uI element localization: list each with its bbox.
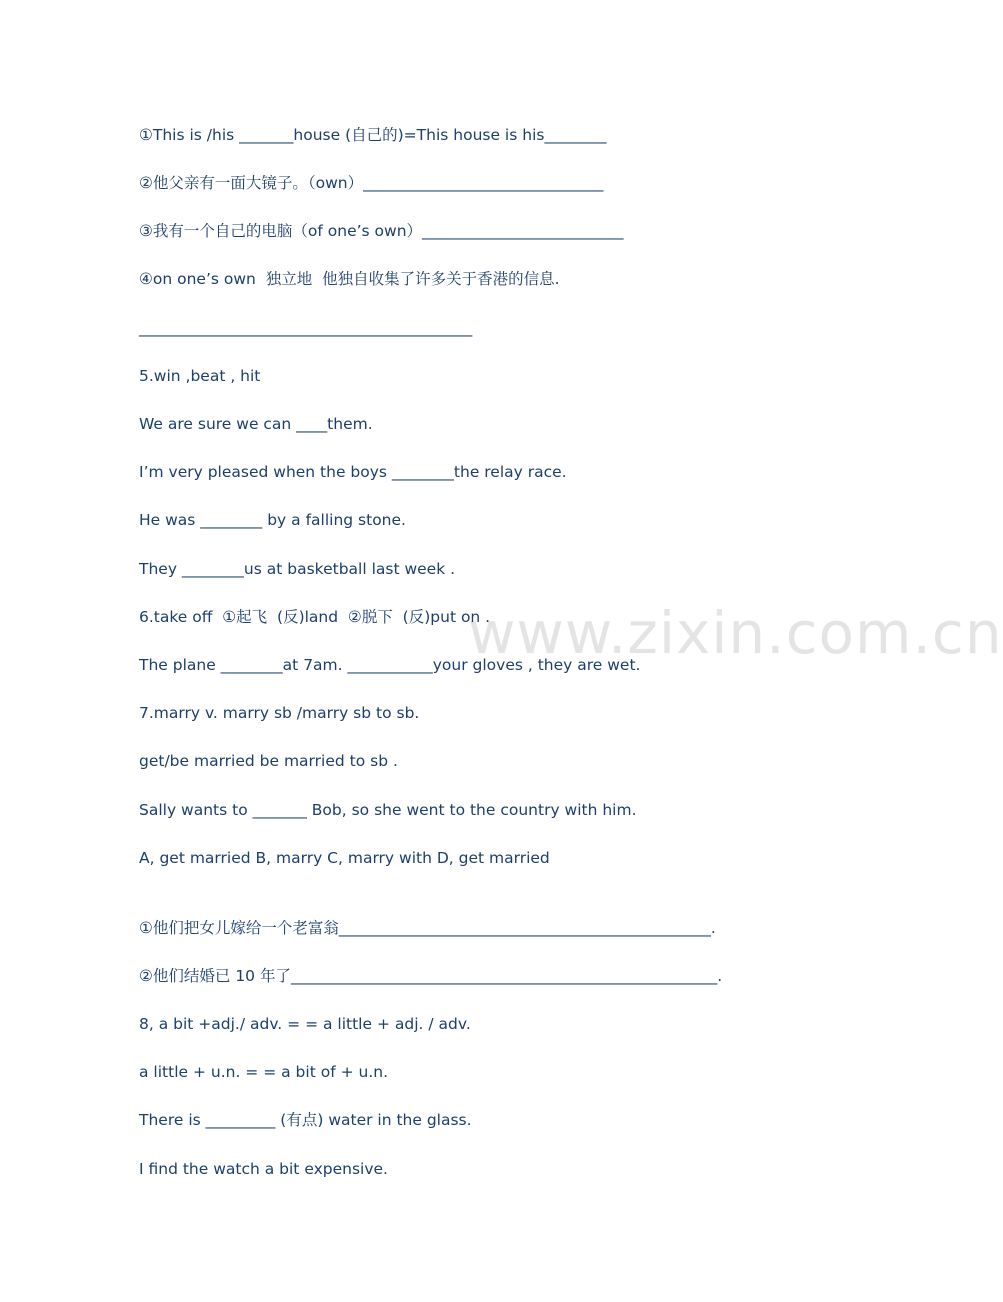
- section-heading: 6.take off ①起飞 (反)land ②脱下 (反)put on .: [139, 608, 491, 626]
- section-heading: 5.win ,beat , hit: [139, 367, 261, 385]
- text-line: ②他们结婚已 10 年了_______________________________________________________.: [139, 967, 723, 985]
- section-heading: 7.marry v. marry sb /marry sb to sb.: [139, 704, 420, 722]
- section-heading: 8, a bit +adj./ adv. = = a little + adj. / adv.: [139, 1015, 471, 1033]
- text-line: ①This is /his _______house (自己的)=This house is his________: [139, 126, 607, 144]
- watermark: www.zixin.com.cn: [468, 599, 1003, 667]
- text-line: I find the watch a bit expensive.: [139, 1160, 388, 1178]
- text-line: ④on one’s own 独立地 他独自收集了许多关于香港的信息.: [139, 270, 560, 288]
- text-line: He was ________ by a falling stone.: [139, 511, 406, 529]
- text-line: Sally wants to _______ Bob, so she went to the country with him.: [139, 801, 637, 819]
- text-line: ③我有一个自己的电脑（of one’s own）__________________________: [139, 222, 624, 240]
- text-line: There is _________ (有点) water in the glass.: [139, 1111, 472, 1129]
- text-line: I’m very pleased when the boys ________the relay race.: [139, 463, 567, 481]
- text-line: get/be married be married to sb .: [139, 752, 398, 770]
- text-line: They ________us at basketball last week .: [139, 560, 456, 578]
- text-line: A, get married B, marry C, marry with D, get married: [139, 849, 550, 867]
- text-line: a little + u.n. = = a bit of + u.n.: [139, 1063, 388, 1081]
- text-line: ②他父亲有一面大镜子。（own）_______________________________: [139, 174, 604, 192]
- answer-blank-line: ___________________________________________: [139, 319, 473, 337]
- text-line: ①他们把女儿嫁给一个老富翁________________________________________________.: [139, 919, 716, 937]
- text-line: We are sure we can ____them.: [139, 415, 373, 433]
- text-line: The plane ________at 7am. ___________your gloves , they are wet.: [139, 656, 641, 674]
